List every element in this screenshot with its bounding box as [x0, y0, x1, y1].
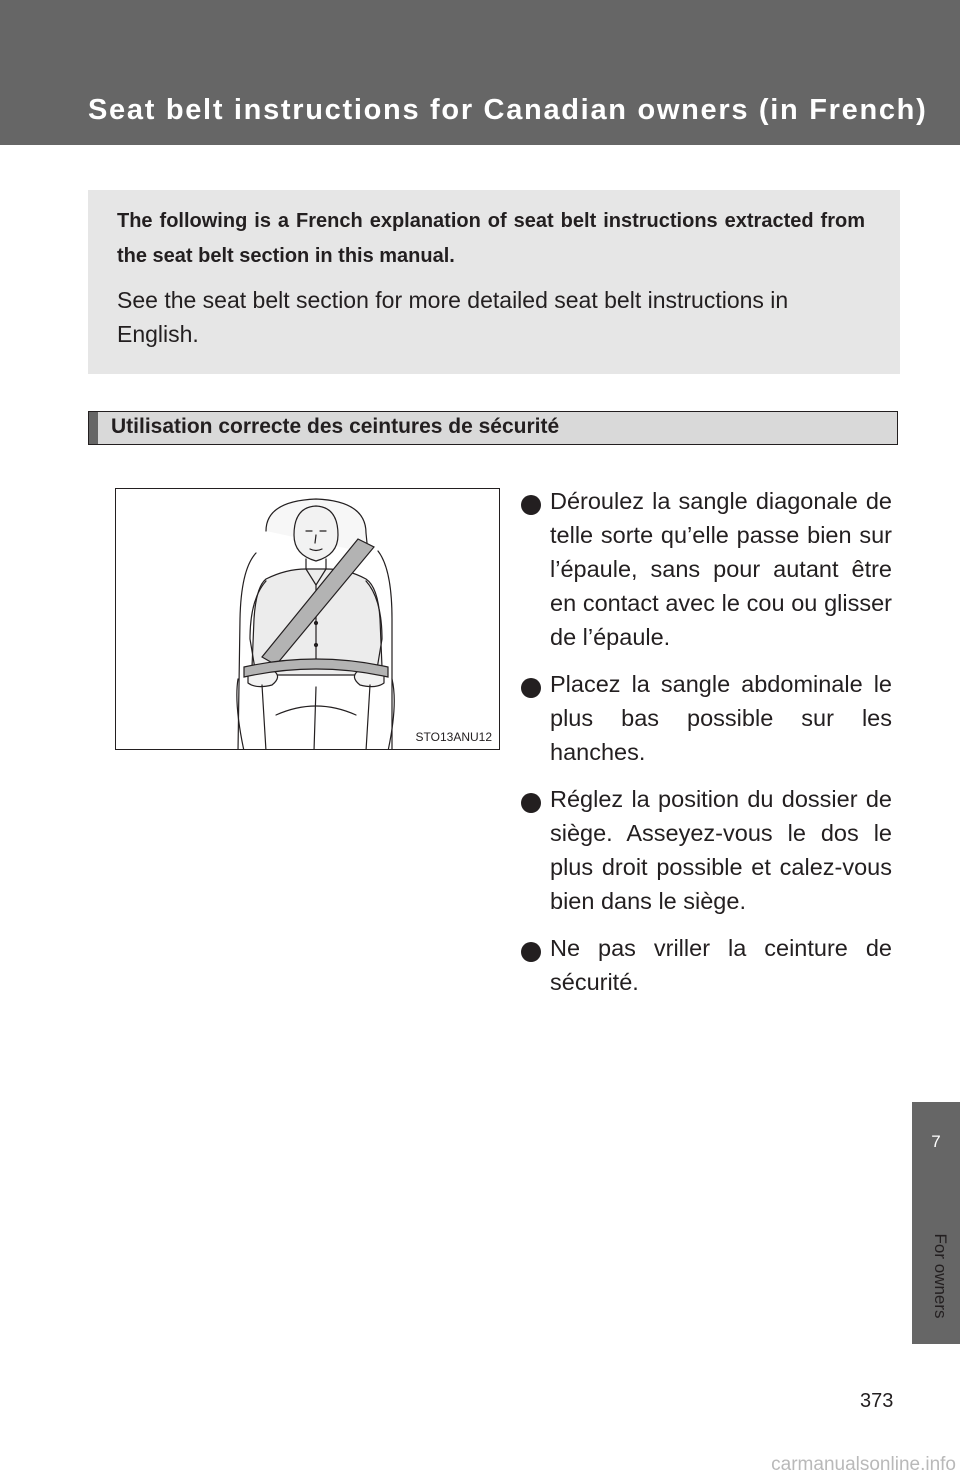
chapter-number: 7	[931, 1132, 941, 1151]
page-number: 373	[860, 1390, 894, 1412]
list-item-text: Déroulez la sangle diagonale de telle sorte qu’elle passe bien sur l’épaule, sans pour autant être en contact avec le cou ou glisser de l’épaule.	[550, 488, 892, 650]
seatbelt-illustration	[115, 488, 500, 750]
intro-normal-text: See the seat belt section for more detailed seat belt instructions in English.	[117, 287, 789, 347]
illustration-code: STO13ANU12	[415, 730, 492, 744]
list-item	[520, 782, 892, 918]
page-title: Seat belt instructions for Canadian owners (in French)	[88, 94, 928, 126]
list-item-text: Réglez la position du dossier de siège. Asseyez-vous le dos le plus droit possible et calez-vous bien dans le siège.	[550, 786, 892, 914]
bullet-dot-icon	[521, 678, 541, 698]
list-item	[520, 484, 892, 654]
bullet-dot-icon	[521, 793, 541, 813]
page-header-bar	[0, 0, 960, 145]
watermark: carmanualsonline.info	[771, 1454, 956, 1475]
section-title: Utilisation correcte des ceintures de sécurité	[111, 415, 560, 438]
section-heading	[88, 411, 898, 445]
chapter-label: For owners	[931, 1233, 950, 1319]
instruction-list	[520, 484, 892, 1012]
list-item-text: Ne pas vriller la ceinture de sécurité.	[550, 935, 892, 995]
bullet-dot-icon	[521, 495, 541, 515]
list-item-text: Placez la sangle abdominale le plus bas possible sur les hanches.	[550, 671, 892, 765]
seated-person-with-seatbelt-drawing	[116, 489, 500, 750]
list-item	[520, 931, 892, 999]
list-item	[520, 667, 892, 769]
section-heading-marker	[89, 412, 98, 444]
bullet-dot-icon	[521, 942, 541, 962]
intro-box	[88, 190, 900, 374]
intro-bold-text: The following is a French explanation of seat belt instructions extracted from the seat belt section in this manual.	[117, 210, 865, 267]
